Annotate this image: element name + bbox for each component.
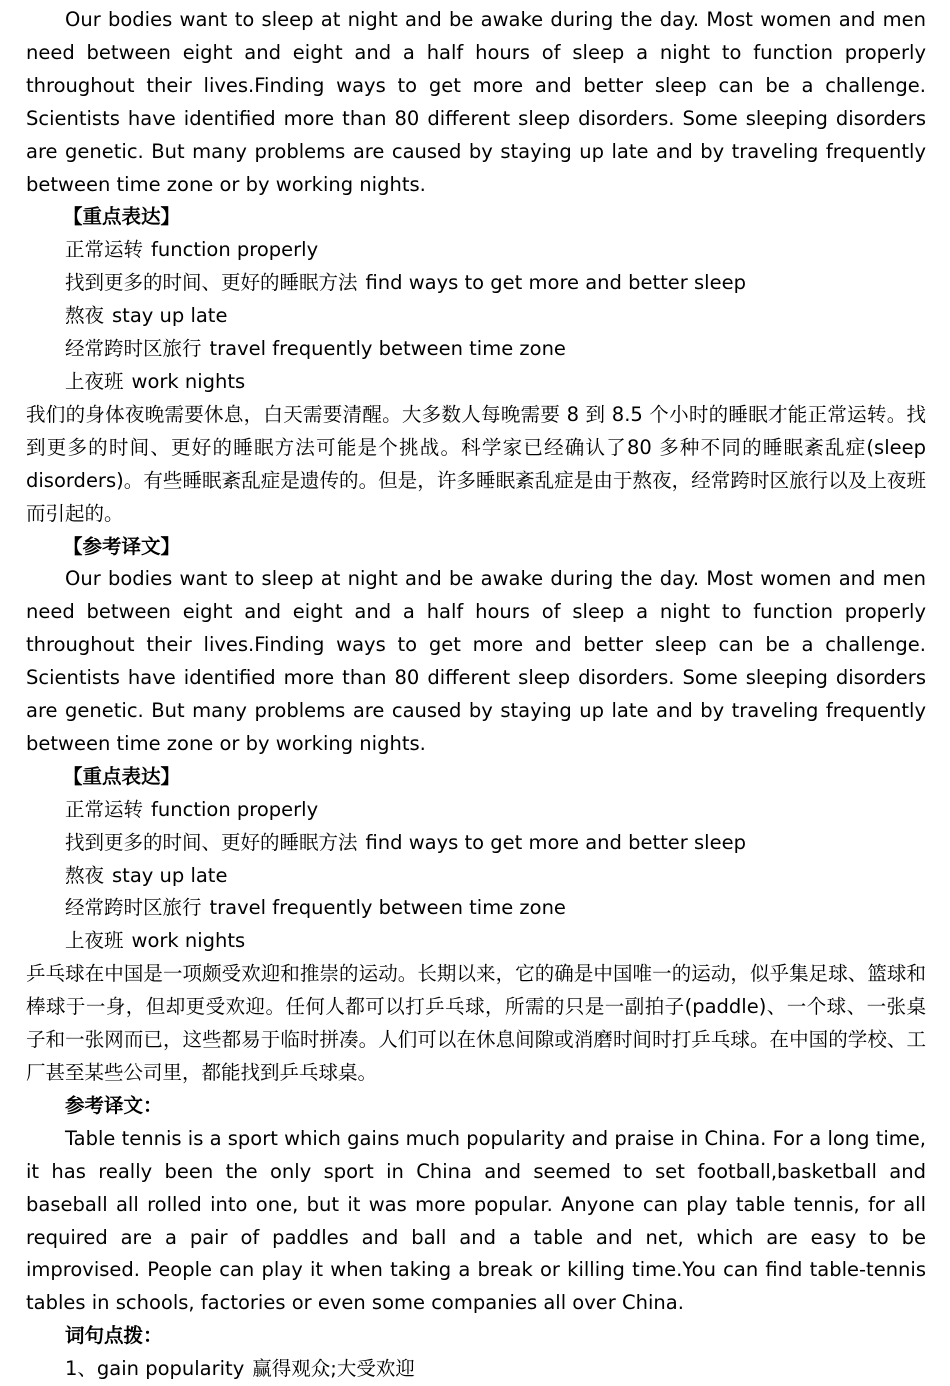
key-phrase-item — [26, 925, 926, 958]
key-phrase-item — [26, 333, 926, 366]
word-note-meaning: 赢得观众;大受欢迎 — [252, 1357, 415, 1381]
key-phrase-item — [26, 267, 926, 300]
key-phrase-zh: 正常运转 — [65, 797, 144, 821]
key-phrase-zh: 熬夜 — [65, 304, 105, 328]
word-note-item — [26, 1353, 926, 1386]
key-phrase-item — [26, 300, 926, 333]
word-notes-heading: 词句点拨： — [65, 1324, 163, 1348]
key-phrase-zh: 找到更多的时间、更好的睡眠方法 — [65, 271, 358, 295]
key-phrase-en: stay up late — [112, 304, 228, 328]
word-note-term: 1、gain popularity — [65, 1357, 245, 1381]
key-phrase-zh: 经常跨时区旅行 — [65, 337, 202, 361]
key-phrase-en: find ways to get more and better sleep — [365, 271, 746, 295]
reference-translation-heading: 参考译文： — [65, 1093, 163, 1117]
key-phrase-zh: 找到更多的时间、更好的睡眠方法 — [65, 830, 358, 854]
key-phrase-en: work nights — [131, 929, 246, 953]
sleep-passage-english-repeat: Our bodies want to sleep at night and be awake during the day. Most women and men need between eight and eight and a half hours of sleep a night to function properly throughout their lives.Finding ways to get more and better sleep can be a challenge. Scientists have identified more than 80 different sleep disorders. Some sleeping disorders are genetic. But many problems are caused by staying up late and by traveling frequently between time zone or by working nights. — [26, 567, 926, 755]
sleep-passage-chinese: 我们的身体夜晚需要休息，白天需要清醒。大多数人每晚需要 8 到 8.5 个小时的睡眠才能正常运转。找到更多的时间、更好的睡眠方法可能是个挑战。科学家已经确认了80 多种不同的睡眠紊乱症(sleep disorders)。有些睡眠紊乱症是遗传的。但是，许多睡眠紊乱症是由于熬夜，经常跨时区旅行以及上夜班而引起的。 — [26, 402, 926, 525]
key-phrase-en: function properly — [151, 238, 319, 262]
key-phrase-zh: 熬夜 — [65, 863, 105, 887]
key-expressions-heading: 【重点表达】 — [63, 205, 181, 229]
key-phrase-en: work nights — [131, 369, 246, 393]
table-tennis-passage-english: Table tennis is a sport which gains much popularity and praise in China. For a long time, it has really been the only sport in China and seemed to set football,basketball and baseball all rolled into one, but it was more popular. Anyone can play table tennis, for all required are a pair of paddles and ball and a table and net, which are easy to be improvised. People can play it when taking a break or killing time.You can find table-tennis tables in schools, factories or even some companies all over China. — [26, 1126, 926, 1315]
key-phrase-item — [26, 234, 926, 267]
document-page — [26, 4, 926, 1386]
key-phrase-item — [26, 892, 926, 925]
key-phrase-item — [26, 794, 926, 827]
sleep-passage-english: Our bodies want to sleep at night and be awake during the day. Most women and men need between eight and eight and a half hours of sleep a night to function properly throughout their lives.Finding ways to get more and better sleep can be a challenge. Scientists have identified more than 80 different sleep disorders. Some sleeping disorders are genetic. But many problems are caused by staying up late and by traveling frequently between time zone or by working nights. — [26, 8, 926, 196]
key-phrase-zh: 上夜班 — [65, 929, 124, 953]
key-phrase-en: travel frequently between time zone — [209, 337, 566, 361]
key-phrase-zh: 上夜班 — [65, 369, 124, 393]
key-phrase-en: stay up late — [112, 863, 228, 887]
key-phrase-en: find ways to get more and better sleep — [365, 830, 746, 854]
key-phrase-en: function properly — [151, 797, 319, 821]
reference-translation-heading: 【参考译文】 — [63, 534, 181, 558]
key-phrase-zh: 正常运转 — [65, 238, 144, 262]
table-tennis-passage-chinese: 乒乓球在中国是一项颇受欢迎和推崇的运动。长期以来，它的确是中国唯一的运动，似乎集足球、篮球和棒球于一身，但却更受欢迎。任何人都可以打乒乓球，所需的只是一副拍子(paddle)、一个球、一张桌子和一张网而已，这些都易于临时拼凑。人们可以在休息间隙或消磨时间时打乒乓球。在中国的学校、工厂甚至某些公司里，都能找到乒乓球桌。 — [26, 962, 926, 1084]
key-phrase-en: travel frequently between time zone — [209, 896, 566, 920]
key-expressions-heading: 【重点表达】 — [63, 764, 181, 788]
key-phrase-zh: 经常跨时区旅行 — [65, 896, 202, 920]
key-phrase-item — [26, 366, 926, 399]
key-phrase-item — [26, 860, 926, 893]
key-phrase-item — [26, 827, 926, 860]
